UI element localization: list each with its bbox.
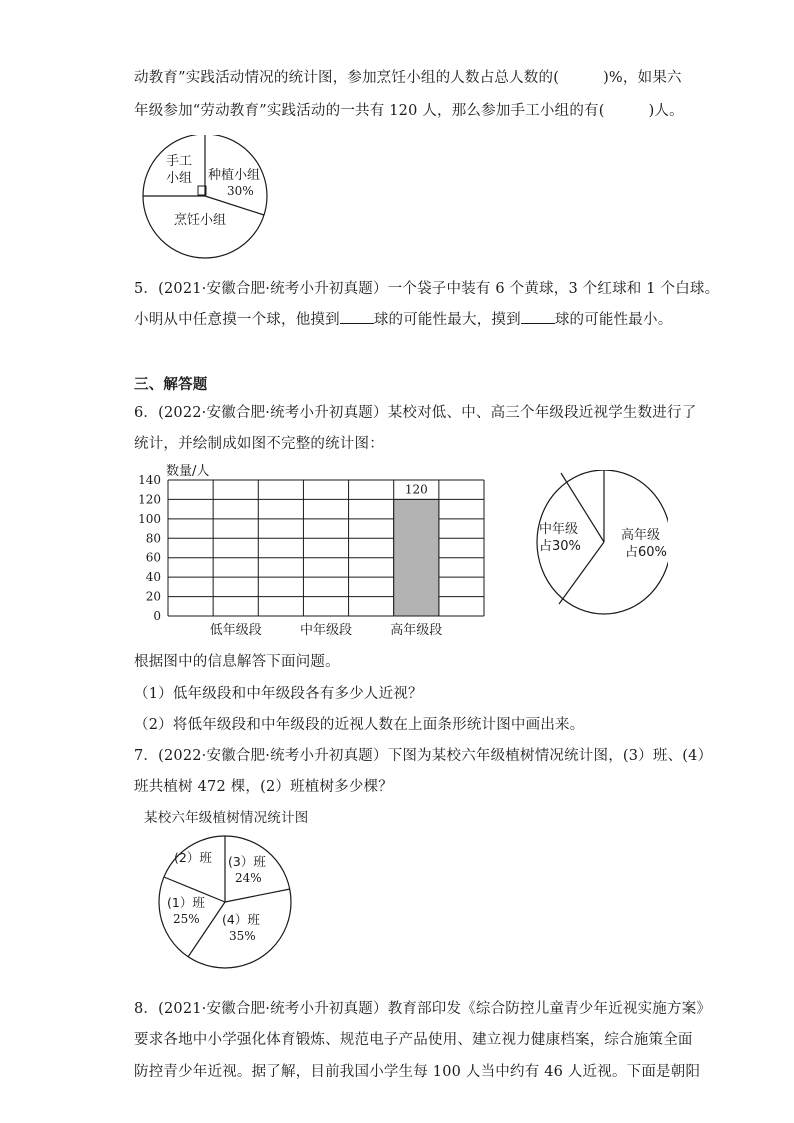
q7-line-1: 7．(2022·安徽合肥·统考小升初真题）下图为某校六年级植树情况统计图，(3）班、(4） xyxy=(134,748,713,764)
q5-line-2: 小明从中任意摸一个球，他摸到 球的可能性最大，摸到 球的可能性最小。 xyxy=(134,308,672,329)
q8-line-3: 防控青少年近视。据了解，目前我国小学生每 100 人当中约有 46 人近视。下面是朝阳 xyxy=(134,1064,701,1080)
q8-line-2: 要求各地中小学强化体育锻炼、规范电子产品使用、建立视力健康档案，综合施策全面 xyxy=(134,1032,693,1048)
bar-xtick-label-1: 中年级段 xyxy=(299,623,353,638)
q6-pie-mid-label-1: 中年级 xyxy=(539,522,579,537)
q7-pie-c1-percent: 25% xyxy=(173,912,200,926)
q6-pie-high-label-2: 占60% xyxy=(625,545,667,560)
q4-pie-craft-label-2: 小组 xyxy=(166,171,193,186)
q4-pie-chart xyxy=(140,135,280,260)
q4-pie-cook-label: 烹饪小组 xyxy=(174,213,227,228)
q4-line-1: 动教育”实践活动情况的统计图，参加烹饪小组的人数占总人数的( )%，如果六 xyxy=(134,70,682,86)
q6-pie-mid-label-2: 占30% xyxy=(539,539,581,554)
section-3-title: 三、解答题 xyxy=(134,376,208,393)
bar-xtick-label-0: 低年级段 xyxy=(209,623,262,638)
q4-pie-plant-label: 种植小组 xyxy=(208,168,261,183)
bar-xlabels xyxy=(210,622,443,638)
bar-value-label-2: 120 xyxy=(404,482,428,497)
bar-ytick-label: 120 xyxy=(138,492,161,507)
q7-pie-divider-bottom xyxy=(188,902,225,957)
q8-line-1: 8．(2021·安徽合肥·统考小升初真题）教育部印发《综合防控儿童青少年近视实施方案》 xyxy=(134,1001,712,1017)
bar-ytick-label: 0 xyxy=(153,609,161,623)
bar-2 xyxy=(394,499,439,616)
bar-ytick-label: 60 xyxy=(145,550,161,565)
q7-pie-c4-percent: 35% xyxy=(229,929,256,943)
q4-pie-craft-label-1: 手工 xyxy=(166,154,193,169)
q7-line-2: 班共植树 472 棵，(2）班植树多少棵？ xyxy=(134,779,393,795)
q6-line-2: 统计，并绘制成如图不完整的统计图： xyxy=(134,436,384,452)
q6-line-1: 6．(2022·安徽合肥·统考小升初真题）某校对低、中、高三个年级段近视学生数进行了 xyxy=(134,405,697,421)
q4-pie-plant-percent: 30% xyxy=(227,184,254,198)
q5-blank-2[interactable] xyxy=(521,309,555,324)
q6-bar-chart xyxy=(134,458,494,638)
q7-pie-c3-percent: 24% xyxy=(235,871,262,885)
bar-yticks xyxy=(138,473,161,623)
bar-ylabel: 数量/人 xyxy=(166,464,210,479)
q5-blank-1[interactable] xyxy=(340,309,374,324)
q7-pie-c4-label: (4）班 xyxy=(222,912,260,927)
q6-after-text: 根据图中的信息解答下面问题。 xyxy=(134,654,340,670)
bar-xtick-label-2: 高年级段 xyxy=(390,623,443,638)
q6-pie-chart xyxy=(528,470,668,620)
bar-ytick-label: 80 xyxy=(145,531,161,546)
q7-pie-chart xyxy=(152,835,302,970)
q5-line-1: 5．(2021·安徽合肥·统考小升初真题）一个袋子中装有 6 个黄球，3 个红球和 1 个白球。 xyxy=(134,281,720,297)
bar-ytick-label: 20 xyxy=(145,589,161,604)
q7-pie-c2-label: (2）班 xyxy=(174,850,212,865)
bar-bars xyxy=(394,483,439,616)
bar-ytick-label: 140 xyxy=(138,473,161,487)
q6-pie-high-label-1: 高年级 xyxy=(621,528,661,543)
bar-ytick-label: 40 xyxy=(145,570,161,585)
q6-sub-2: （2）将低年级段和中年级段的近视人数在上面条形统计图中画出来。 xyxy=(134,717,585,733)
bar-ytick-label: 100 xyxy=(138,511,161,526)
q7-pie-divider-right xyxy=(225,889,290,902)
q7-pie-c1-label: (1）班 xyxy=(167,895,205,910)
q4-line-2: 年级参加“劳动教育”实践活动的一共有 120 人，那么参加手工小组的有( )人。 xyxy=(134,103,684,119)
q6-sub-1: （1）低年级段和中年级段各有多少人近视？ xyxy=(134,686,423,702)
q7-pie-c3-label: (3）班 xyxy=(228,854,266,869)
q7-chart-title: 某校六年级植树情况统计图 xyxy=(144,810,309,826)
